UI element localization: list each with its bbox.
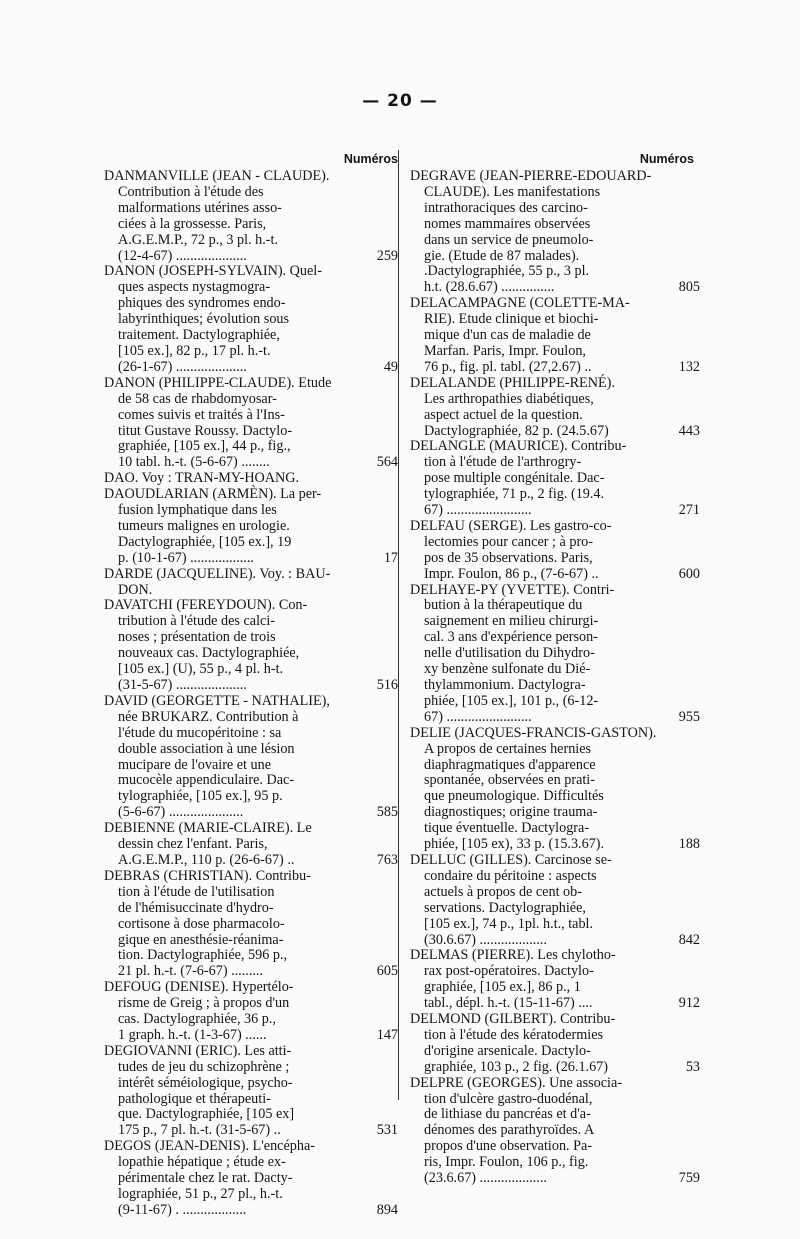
entry-text: DAVATCHI (FEREYDOUN). Con- tribution à l'étude des calci- noses ; présentation de trois nouveaux cas. Dactylographiée, [105 ex.] (U), 55 p., 4 pl. h-t. (31-5-67) ....................: [104, 597, 308, 693]
entry-number: 763: [376, 851, 398, 868]
right-column: [410, 149, 700, 1187]
bibliography-entry: [104, 264, 398, 375]
bibliography-entry: [104, 376, 398, 471]
bibliography-entry: [410, 726, 700, 853]
entry-number: 912: [678, 995, 700, 1012]
entry-text: DELALANDE (PHILIPPE-RENÉ). Les arthropathies diabétiques, aspect actuel de la question. Dactylographiée, 82 p. (24.5.67): [410, 374, 615, 439]
entry-number: 147: [376, 1026, 398, 1043]
entry-number: 605: [376, 963, 398, 980]
bibliography-entry: [410, 169, 700, 296]
bibliography-entry: [410, 1076, 700, 1187]
entry-number: 17: [383, 549, 398, 566]
entry-number: 805: [678, 279, 700, 296]
bibliography-entry: [104, 869, 398, 980]
bibliography-entry: [104, 487, 398, 567]
column-divider: [398, 150, 399, 1100]
bibliography-entry: [410, 1012, 700, 1076]
entry-text: DELMAS (PIERRE). Les chylotho- rax post-opératoires. Dactylo- graphiée, [105 ex.], 86 p., 1 tabl., dépl. h.-t. (15-11-67) ....: [410, 947, 616, 1012]
bibliography-entry: [410, 296, 700, 376]
entry-number: 259: [376, 247, 398, 264]
entry-text: DELANGLE (MAURICE). Contribu- tion à l'étude de l'arthrogry- pose multiple congénitale. Dac- tylographiée, 71 p., 2 fig. (19.4. 67) ........................: [410, 438, 627, 519]
entry-number: 564: [376, 454, 398, 471]
entry-text: DELMOND (GILBERT). Contribu- tion à l'étude des kératodermies d'origine arsenicale. Dactylo- graphiée, 103 p., 2 fig. (26.1.67): [410, 1011, 616, 1075]
entry-number: 585: [376, 804, 398, 821]
bibliography-entry: [410, 519, 700, 583]
bibliography-entry: [104, 567, 398, 599]
entry-text: DEFOUG (DENISE). Hypertélo- risme de Greig ; à propos d'un cas. Dactylographiée, 36 p., 1 graph. h.-t. (1-3-67) ......: [104, 979, 294, 1043]
bibliography-entry: [104, 1139, 398, 1219]
entry-number: 955: [678, 708, 700, 725]
entry-number: 132: [678, 358, 700, 375]
entry-text: DELIE (JACQUES-FRANCIS-GASTON). A propos de certaines hernies diaphragmatiques d'apparence spontanée, observées en prati- que pneumologique. Difficultés diagnostiques; origine trauma- tique éventuelle. Dactylogra- phiée, [105 ex), 33 p. (15.3.67).: [410, 724, 657, 853]
entry-text: DELACAMPAGNE (COLETTE-MA- RIE). Etude clinique et biochi- mique d'un cas de maladie de Marfan. Paris, Impr. Foulon, 76 p., fig. pl. tabl. (27,2.67) ..: [410, 295, 630, 375]
entry-text: DEBIENNE (MARIE-CLAIRE). Le dessin chez l'enfant. Paris, A.G.E.M.P., 110 p. (26-6-67) ..: [104, 820, 312, 868]
entry-number: 759: [678, 1170, 700, 1187]
entry-number: 271: [678, 502, 700, 519]
entry-text: DAVID (GEORGETTE - NATHALIE), née BRUKARZ. Contribution à l'étude du mucopéritoine : sa double association à une lésion mucipare de l'ovaire et une mucocèle appendiculaire. Dac- tylographiée, [105 ex.], 95 p. (5-6-67) .....................: [104, 692, 330, 821]
bibliography-entry: [410, 439, 700, 519]
bibliography-entry: [104, 980, 398, 1044]
entry-text: DANON (JOSEPH-SYLVAIN). Quel- ques aspects nystagmogra- phiques des syndromes endo- labyrinthiques; évolution sous traitement. Dactylographiée, [105 ex.], 82 p., 17 pl. h.-t. (26-1-67) ....................: [104, 263, 322, 375]
entry-text: DANON (PHILIPPE-CLAUDE). Etude de 58 cas de rhabdomyosar- comes suivis et traités à l'Ins- titut Gustave Roussy. Dactylo- graphiée, [105 ex.], 44 p., fig., 10 tabl. h.-t. (5-6-67) ........: [104, 374, 332, 471]
bibliography-entry: [410, 948, 700, 1012]
entry-number: 188: [678, 836, 700, 853]
entry-text: DARDE (JACQUELINE). Voy. : BAU- DON.: [104, 565, 331, 598]
entry-number: 53: [685, 1058, 700, 1075]
bibliography-entry: [104, 1044, 398, 1139]
bibliography-entry: [410, 583, 700, 726]
entry-text: DAOUDLARIAN (ARMÈN). La per- fusion lymphatique dans les tumeurs malignes en urologie. Dactylographiée, [105 ex.], 19 p. (10-1-67) ..................: [104, 486, 322, 566]
column-header: Numéros: [639, 152, 694, 166]
bibliography-entry: [410, 853, 700, 948]
entry-number: 49: [383, 358, 398, 375]
bibliography-entry: [104, 694, 398, 821]
entry-text: DELPRE (GEORGES). Une associa- tion d'ulcère gastro-duodénal, de lithiase du pancréas et d'a- dénomes des parathyroïdes. A propos d'une observation. Pa- ris, Impr. Foulon, 106 p., fig. (23.6.67) ...................: [410, 1074, 622, 1187]
entry-text: DEBRAS (CHRISTIAN). Contribu- tion à l'étude de l'utilisation de l'hémisuccinate d'hydro- cortisone à dose pharmacolo- gique en anesthésie-réanima- tion. Dactylographiée, 596 p., 21 pl. h.-t. (7-6-67) .........: [104, 867, 311, 980]
entry-number: 600: [678, 565, 700, 582]
page-number: — 20 —: [362, 91, 438, 111]
entry-number: 531: [376, 1122, 398, 1139]
entry-number: 516: [376, 677, 398, 693]
bibliography-entry: [104, 821, 398, 869]
entry-number: 842: [678, 931, 700, 948]
entry-text: DEGIOVANNI (ERIC). Les atti- tudes de jeu du schizophrène ; intérêt séméiologique, psycho- pathologique et thérapeuti- que. Dactylographiée, [105 ex] 175 p., 7 pl. h.-t. (31-5-67) ..: [104, 1042, 295, 1139]
left-column: [104, 149, 398, 1219]
entry-text: DEGOS (JEAN-DENIS). L'encépha- lopathie hépatique ; étude ex- périmentale chez le rat. Dacty- lographiée, 51 p., 27 pl., h.-t. (9-11-67) . ..................: [104, 1138, 315, 1218]
entry-text: DELHAYE-PY (YVETTE). Contri- bution à la thérapeutique du saignement en milieu chirurgi- cal. 3 ans d'expérience person- nelle d'utilisation du Dihydro- xy benzène sulfonate du Dié- thylammonium. Dactylogra- phiée, [105 ex.], 101 p., (6-12- 67) ........................: [410, 581, 615, 725]
entry-number: 894: [376, 1201, 398, 1218]
entry-text: DANMANVILLE (JEAN - CLAUDE). Contribution à l'étude des malformations utérines asso- ciées à la grossesse. Paris, A.G.E.M.P., 72 p., 3 pl. h.-t. (12-4-67) ....................: [104, 168, 330, 264]
entry-text: DELFAU (SERGE). Les gastro-co- lectomies pour cancer ; à pro- pos de 35 observations. Paris, Impr. Foulon, 86 p., (7-6-67) ..: [410, 517, 612, 582]
entry-number: 443: [678, 422, 700, 439]
bibliography-entry: [104, 598, 398, 693]
entry-text: DEGRAVE (JEAN-PIERRE-EDOUARD- CLAUDE). Les manifestations intrathoraciques des carcino- nomes mammaires observées dans un service de pneumolo- gie. (Etude de 87 malades). .Dactylographiée, 55 p., 3 pl. h.t. (28.6.67) ...............: [410, 168, 652, 296]
entry-text: DELLUC (GILLES). Carcinose se- condaire du péritoine : aspects actuels à propos de cent ob- servations. Dactylographiée, [105 ex.], 74 p., 1pl. h.t., tabl. (30.6.67) ...................: [410, 851, 612, 948]
bibliography-entry: [410, 376, 700, 440]
bibliography-entry: [104, 471, 398, 487]
column-header: Numéros: [343, 152, 398, 166]
bibliography-entry: [104, 169, 398, 264]
entry-text: DAO. Voy : TRAN-MY-HOANG.: [104, 470, 300, 487]
